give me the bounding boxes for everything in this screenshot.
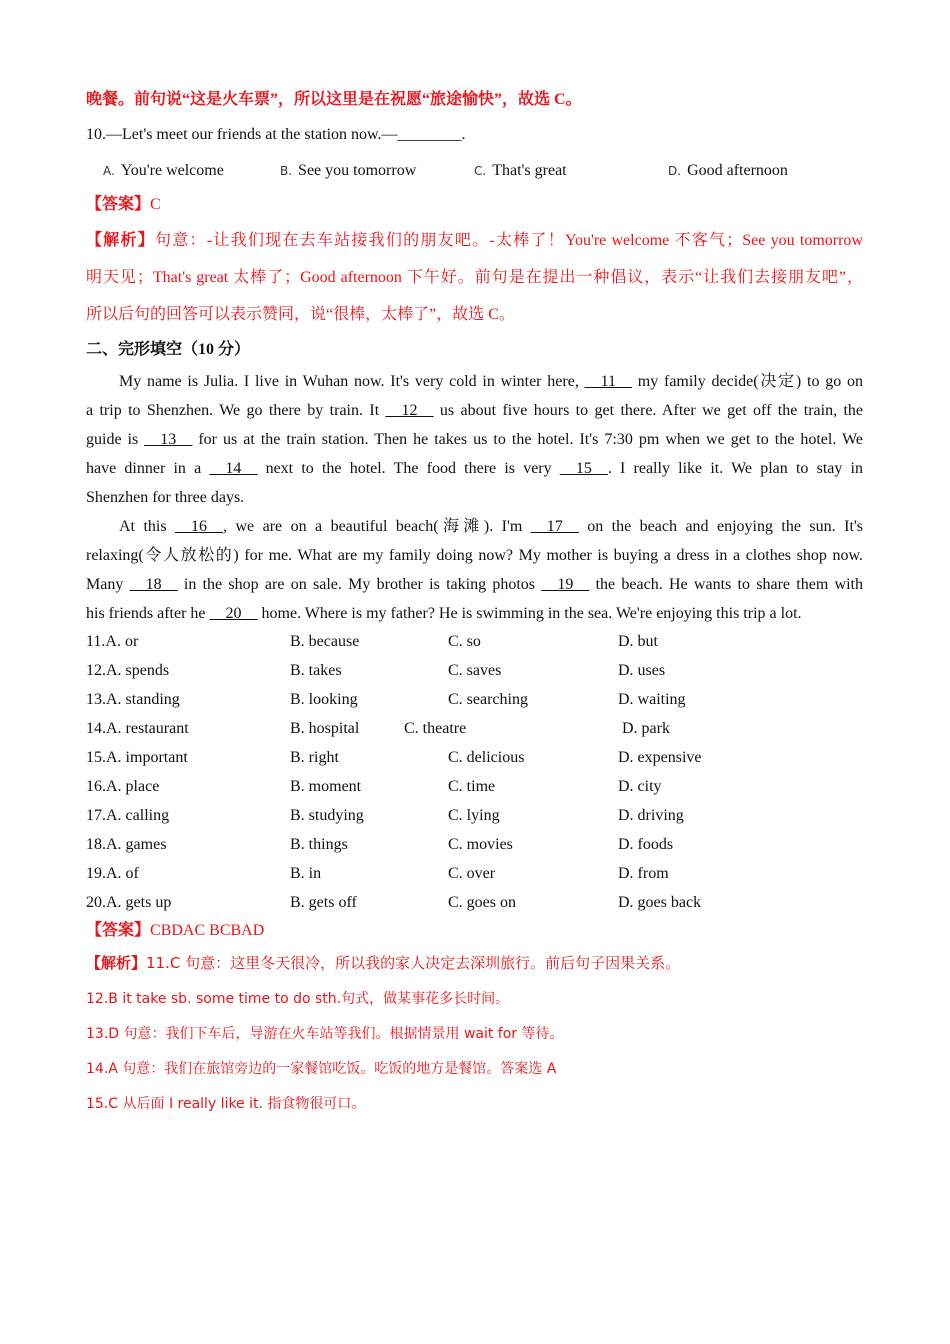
- choice-option: B. because: [290, 633, 360, 650]
- answer-label: 【答案】: [86, 922, 151, 939]
- passage-text: in the shop are on sale. My brother is taking photos: [177, 576, 542, 593]
- choice-option: D. goes back: [618, 894, 702, 911]
- passage-text: home. Where is my father? He is swimming in the sea. We're enjoying this trip a lot.: [257, 605, 802, 622]
- cloze-blank: __19__: [541, 576, 590, 593]
- choice-option: D. foods: [618, 836, 674, 853]
- passage-text: for us at the train station. Then he takes us to the hotel. It's 7:30 pm when we get to the hotel. We: [192, 431, 864, 448]
- passage-line: [86, 574, 863, 596]
- choice-option: 13.A. standing: [86, 691, 180, 708]
- passage-line: [86, 429, 863, 451]
- choice-option: 12.A. spends: [86, 662, 170, 679]
- choice-option: B. studying: [290, 807, 364, 824]
- analysis-label: 【解析】: [86, 232, 156, 249]
- choice-option: 11.A. or: [86, 633, 139, 650]
- choice-option: B. in: [290, 865, 322, 882]
- analysis-text: 句意：-让我们现在去车站接我们的朋友吧。-太棒了！You're welcome 不客气；See you tomorrow: [155, 232, 863, 249]
- passage-text: the beach. He wants to share them with: [589, 576, 863, 593]
- passage-text: my family decide(决定) to go on: [632, 373, 863, 390]
- cloze-blank: __15__: [559, 460, 608, 477]
- answer-label: 【答案】: [86, 196, 151, 213]
- choice-option: 19.A. of: [86, 865, 139, 882]
- cloze-analysis-line-4: 14.A 句意：我们在旅馆旁边的一家餐馆吃饭。吃饭的地方是餐馆。答案选 A: [86, 1061, 557, 1077]
- choice-option: B. gets off: [290, 894, 357, 911]
- q10-analysis-line-1: [86, 230, 863, 252]
- cloze-blank: __13__: [144, 431, 193, 448]
- option-letter: B.: [280, 164, 293, 178]
- answer-value: CBDAC BCBAD: [150, 922, 265, 939]
- option-text: That's great: [492, 162, 567, 179]
- passage-text: At this: [119, 518, 176, 535]
- section-2-heading: 二、完形填空（10 分）: [86, 341, 251, 358]
- passage-text: us about five hours to get there. After we get off the train, the: [433, 402, 864, 419]
- choice-option: 16.A. place: [86, 778, 160, 795]
- cloze-analysis-line-2: 12.B it take sb. some time to do sth.句式，做某事花多长时间。: [86, 991, 510, 1007]
- choice-option: C. time: [448, 778, 496, 795]
- cloze-blank: __12__: [385, 402, 434, 419]
- choice-option: D. expensive: [618, 749, 702, 766]
- choice-option: 18.A. games: [86, 836, 167, 853]
- passage-text: a trip to Shenzhen. We go there by train. It: [86, 402, 386, 419]
- passage-text: next to the hotel. The food there is very: [257, 460, 560, 477]
- option-text: You're welcome: [120, 162, 224, 179]
- cloze-blank: __14__: [209, 460, 258, 477]
- choice-option: B. looking: [290, 691, 358, 708]
- passage-line: [86, 545, 863, 567]
- passage-text: relaxing(令人放松的) for me. What are my family doing now? My mother is buying a dress in a clothes shop now.: [86, 547, 863, 564]
- choice-option: C. so: [448, 633, 481, 650]
- passage-line: [119, 516, 863, 538]
- choice-option: 15.A. important: [86, 749, 188, 766]
- q10-answer: [86, 194, 161, 216]
- choice-option: C. theatre: [404, 720, 467, 737]
- cloze-blank: __17__: [530, 518, 579, 535]
- passage-text: guide is: [86, 431, 145, 448]
- choice-option: B. things: [290, 836, 348, 853]
- q10-option-a: [103, 160, 224, 182]
- analysis-text: 11.C 句意：这里冬天很冷，所以我的家人决定去深圳旅行。前后句子因果关系。: [146, 954, 681, 972]
- option-letter: C.: [474, 164, 487, 178]
- choice-option: D. but: [618, 633, 658, 650]
- choice-option: C. searching: [448, 691, 528, 708]
- choice-option: B. moment: [290, 778, 362, 795]
- choice-option: D. from: [618, 865, 669, 882]
- choice-option: D. uses: [618, 662, 666, 679]
- choice-option: 20.A. gets up: [86, 894, 172, 911]
- option-letter: A.: [103, 164, 115, 178]
- cloze-blank: __18__: [129, 576, 178, 593]
- question-10-stem: 10.—Let's meet our friends at the station now.—________.: [86, 126, 466, 143]
- passage-text: his friends after he: [86, 605, 210, 622]
- choice-option: C. goes on: [448, 894, 516, 911]
- choice-option: D. waiting: [618, 691, 686, 708]
- passage-text: Many: [86, 576, 130, 593]
- cloze-analysis-line-5: 15.C 从后面 I really like it. 指食物很可口。: [86, 1096, 366, 1112]
- prev-analysis-tail: 晚餐。前句说“这是火车票”，所以这里是在祝愿“旅途愉快”，故选 C。: [86, 91, 582, 108]
- choice-option: B. right: [290, 749, 339, 766]
- analysis-label: 【解析】: [86, 954, 147, 972]
- cloze-analysis-line-1: [86, 952, 680, 974]
- option-letter: D.: [668, 164, 682, 178]
- passage-text: My name is Julia. I live in Wuhan now. It's very cold in winter here,: [119, 373, 585, 390]
- cloze-blank: __11__: [584, 373, 632, 390]
- cloze-blank: __16__: [175, 518, 224, 535]
- choice-option: C. saves: [448, 662, 502, 679]
- passage-line: [86, 487, 244, 509]
- choice-option: C. movies: [448, 836, 513, 853]
- cloze-blank: __20__: [209, 605, 258, 622]
- passage-line: [86, 400, 863, 422]
- choice-option: 17.A. calling: [86, 807, 170, 824]
- q10-option-d: [668, 160, 788, 182]
- choice-option: D. driving: [618, 807, 684, 824]
- option-text: See you tomorrow: [298, 162, 417, 179]
- choice-option: C. over: [448, 865, 496, 882]
- choice-option: D. park: [622, 720, 670, 737]
- passage-text: Shenzhen for three days.: [86, 489, 245, 506]
- choice-option: C. lying: [448, 807, 500, 824]
- passage-line: [119, 371, 863, 393]
- choice-option: 14.A. restaurant: [86, 720, 189, 737]
- q10-analysis-line-3: 所以后句的回答可以表示赞同，说“很棒，太棒了”，故选 C。: [86, 306, 515, 323]
- q10-analysis-line-2: 明天见；That's great 太棒了；Good afternoon 下午好。前句是在提出一种倡议，表示“让我们去接朋友吧”，: [86, 269, 863, 286]
- answer-value: C: [150, 196, 161, 213]
- cloze-answers: [86, 920, 264, 942]
- passage-line: [86, 603, 802, 625]
- passage-text: on the beach and enjoying the sun. It's: [578, 518, 863, 535]
- choice-option: B. takes: [290, 662, 342, 679]
- passage-text: . I really like it. We plan to stay in: [607, 460, 863, 477]
- passage-line: [86, 458, 863, 480]
- choice-option: C. delicious: [448, 749, 525, 766]
- option-text: Good afternoon: [687, 162, 788, 179]
- choice-option: D. city: [618, 778, 662, 795]
- cloze-analysis-line-3: 13.D 句意：我们下车后，导游在火车站等我们。根据情景用 wait for 等待。: [86, 1026, 564, 1042]
- q10-option-c: [474, 160, 567, 182]
- q10-option-b: [280, 160, 416, 182]
- passage-text: , we are on a beautiful beach(海滩). I'm: [223, 518, 531, 535]
- choice-option: B. hospital: [290, 720, 360, 737]
- passage-text: have dinner in a: [86, 460, 210, 477]
